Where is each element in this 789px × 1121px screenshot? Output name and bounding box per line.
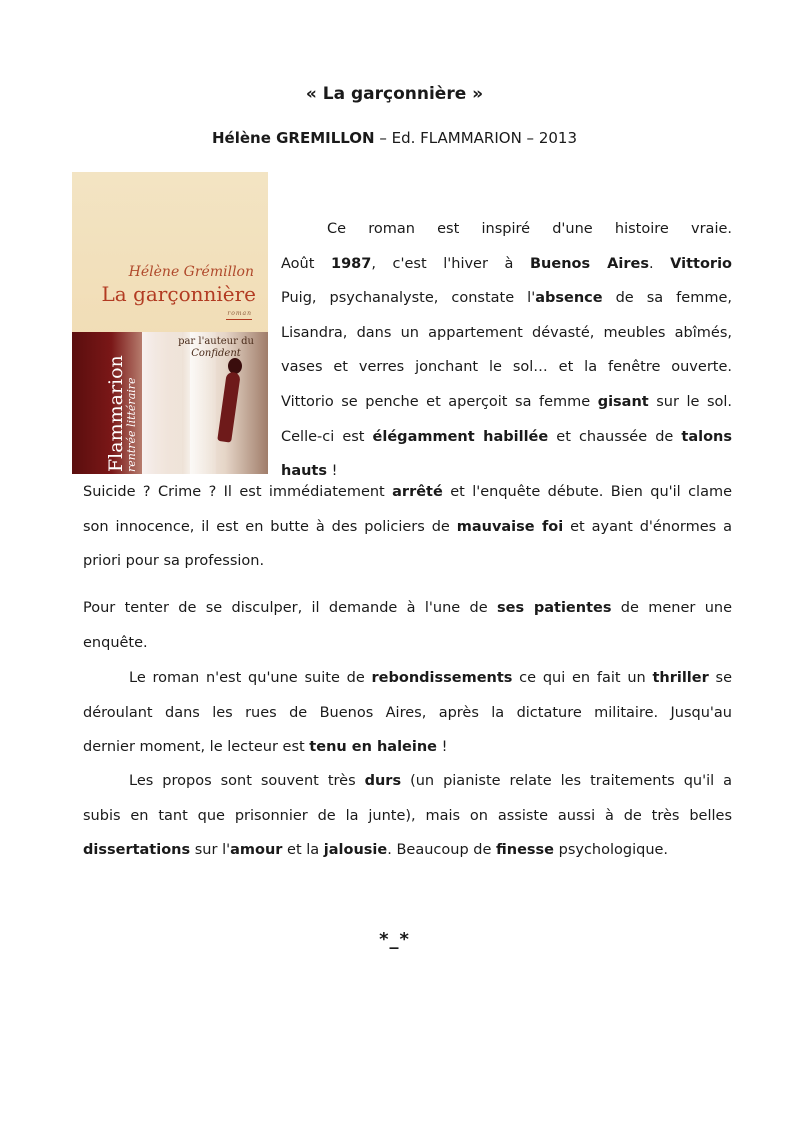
text-run: de sa femme, [602, 290, 732, 307]
emphasis-text: amour [230, 842, 283, 859]
text-run: Les propos sont souvent très [129, 773, 365, 789]
paragraph-arrest [83, 475, 732, 579]
text-line [83, 626, 732, 661]
cover-title: La garçonnière [101, 282, 256, 306]
review-title: « La garçonnière » [305, 84, 484, 104]
text-run: déroulant dans les rues de Buenos Aires, après la dictature militaire. Jusqu'au [83, 704, 732, 721]
byline [0, 129, 789, 147]
text-run: son innocence, il est en butte à des policiers de [83, 518, 457, 535]
text-run: et la [282, 842, 324, 859]
cover-tagline-line2: Confident [191, 348, 241, 359]
emphasis-text: 1987 [331, 255, 372, 272]
cover-tagline [176, 336, 256, 360]
text-line [83, 591, 732, 626]
cover-spine-text [106, 355, 138, 472]
text-run: de mener une [611, 600, 733, 616]
cover-tagline-line1: par l'auteur du [178, 336, 254, 347]
text-run: priori pour sa profession. [83, 553, 265, 570]
text-run: Lisandra, dans un appartement dévasté, meubles abîmés, [281, 324, 732, 341]
publisher-info: – Ed. FLAMMARION – 2013 [374, 129, 577, 147]
emphasis-text: rebondissements [371, 670, 513, 686]
emphasis-text: élégamment habillée [372, 428, 549, 445]
emphasis-text: hauts [281, 463, 327, 480]
text-line [83, 799, 732, 834]
text-run: Celle-ci est [281, 428, 373, 445]
text-run: Le roman n'est qu'une suite de [129, 670, 372, 686]
cover-publisher: Flammarion [105, 355, 127, 472]
text-run: Puig, psychanalyste, constate l' [281, 290, 536, 307]
text-line [83, 764, 732, 799]
text-run: et l'enquête débute. Bien qu'il clame [442, 484, 732, 500]
end-separator: *_* [379, 929, 410, 950]
text-run: Suicide ? Crime ? Il est immédiatement [83, 484, 393, 500]
text-line [281, 350, 732, 385]
text-run: dernier moment, le lecteur est [83, 739, 310, 756]
cover-rule [226, 319, 252, 320]
cover-author: Hélène Grémillon [128, 264, 254, 280]
text-line [281, 247, 732, 282]
text-line [281, 212, 732, 247]
emphasis-text: jalousie [323, 842, 388, 859]
text-line [281, 385, 732, 420]
text-run: se [708, 670, 732, 686]
text-line [83, 510, 732, 545]
emphasis-text: ses patientes [497, 600, 612, 616]
emphasis-text: mauvaise foi [456, 518, 564, 535]
emphasis-text: dissertations [83, 842, 191, 859]
emphasis-text: Buenos Aires [530, 255, 649, 272]
text-line [281, 281, 732, 316]
text-line [83, 833, 732, 868]
text-run: vases et verres jonchant le sol… et la fenêtre ouverte. [281, 359, 732, 376]
text-line [83, 661, 732, 696]
text-run: ! [437, 739, 448, 756]
text-run: psychologique. [554, 842, 669, 859]
text-run: et ayant d'énormes a [563, 518, 732, 535]
text-line [83, 475, 732, 510]
paragraph-investigation [83, 591, 732, 660]
text-run: . Beaucoup de [387, 842, 496, 859]
text-run: Ce roman est inspiré d'une histoire vraie. [327, 221, 732, 237]
text-run: enquête. [83, 634, 148, 651]
emphasis-text: arrêté [392, 484, 443, 500]
text-run: ce qui en fait un [512, 670, 653, 686]
text-line [83, 544, 732, 579]
text-run: et chaussée de [548, 428, 682, 445]
text-run: , c'est l'hiver à [371, 255, 530, 272]
emphasis-text: gisant [597, 393, 649, 410]
emphasis-text: finesse [496, 842, 554, 859]
book-cover-image [72, 172, 268, 474]
emphasis-text: talons [681, 428, 733, 445]
text-run: Pour tenter de se disculper, il demande à l'une de [83, 600, 497, 616]
paragraph-thriller [83, 661, 732, 765]
text-run: sur le sol. [648, 393, 733, 410]
text-line [83, 696, 732, 731]
text-line [83, 730, 732, 765]
emphasis-text: thriller [652, 670, 709, 686]
text-run: Vittorio se penche et aperçoit sa femme [281, 393, 598, 410]
text-run: ! [327, 463, 338, 480]
text-run: . [648, 255, 671, 272]
paragraph-intro [281, 212, 732, 489]
emphasis-text: absence [535, 290, 603, 307]
figure-body [217, 371, 241, 442]
text-line [281, 316, 732, 351]
text-line [281, 420, 732, 455]
text-run: sur l' [190, 842, 231, 859]
author-name: Hélène GREMILLON [211, 129, 375, 147]
cover-genre: roman [227, 310, 252, 317]
text-run: (un pianiste relate les traitements qu'il a [401, 773, 732, 789]
paragraph-themes [83, 764, 732, 868]
text-run: subis en tant que prisonnier de la junte), mais on assiste aussi à de très belles [83, 807, 732, 824]
emphasis-text: durs [364, 773, 402, 789]
cover-collection: rentrée littéraire [125, 377, 138, 472]
emphasis-text: tenu en haleine [309, 739, 438, 756]
emphasis-text: Vittorio [670, 255, 733, 272]
text-run: Août [281, 255, 331, 272]
